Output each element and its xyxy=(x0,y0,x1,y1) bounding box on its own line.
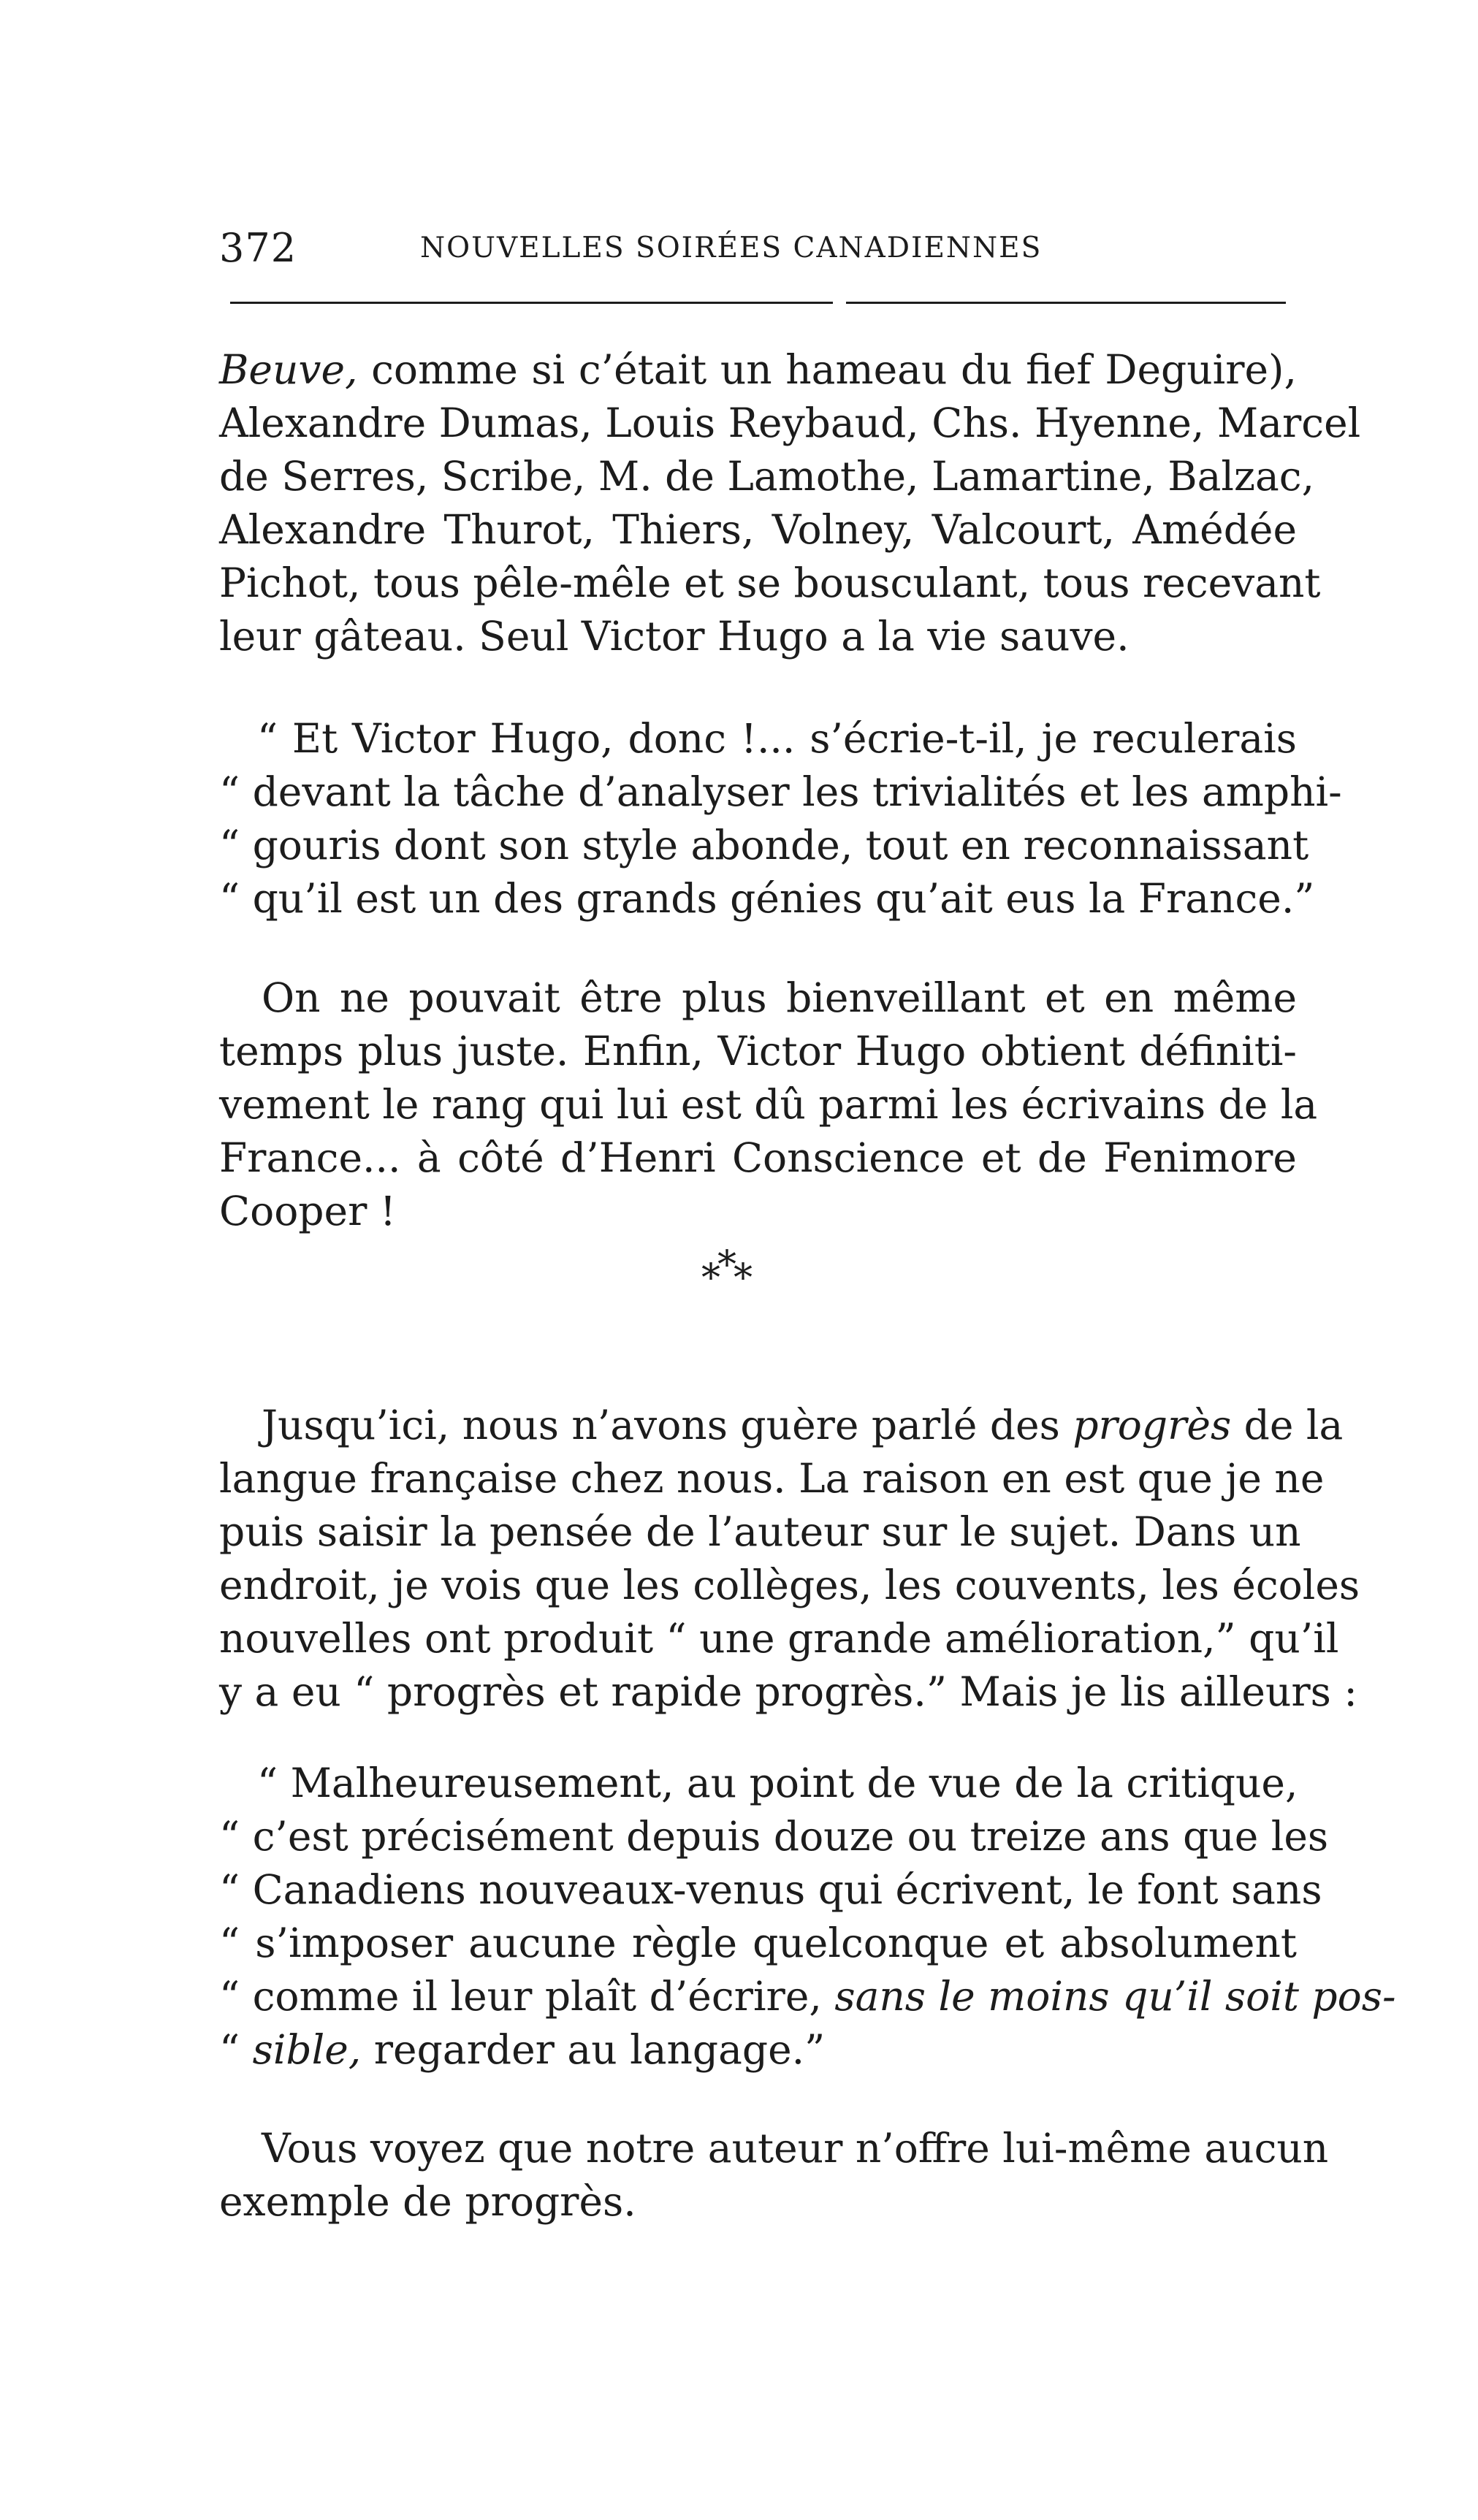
header-rule-right xyxy=(846,302,1286,304)
text-line: Vous voyez que notre auteur n’offre lui-même aucun xyxy=(262,2125,1329,2172)
text-line: nouvelles ont produit “ une grande amélioration,” qu’il xyxy=(219,1615,1339,1662)
text-line: vement le rang qui lui est dû parmi les écrivains de la xyxy=(219,1081,1318,1128)
text-line: Alexandre Thurot, Thiers, Volney, Valcourt, Amédée xyxy=(219,506,1297,553)
text-line: Pichot, tous pêle-mêle et se bousculant, tous recevant xyxy=(219,560,1321,606)
asterism-separator: *** xyxy=(701,1243,750,1300)
quotation-victor-hugo xyxy=(219,712,1342,925)
text-line: “ s’imposer aucune règle quelconque et absolument xyxy=(219,1920,1297,1966)
text-line: de Serres, Scribe, M. de Lamothe, Lamartine, Balzac, xyxy=(219,453,1315,500)
paragraph-bienveillant xyxy=(219,971,1318,1238)
page-number: 372 xyxy=(219,225,297,271)
text-line: y a eu “ progrès et rapide progrès.” Mais je lis ailleurs : xyxy=(219,1668,1357,1715)
text-line: puis saisir la pensée de l’auteur sur le sujet. Dans un xyxy=(219,1508,1301,1555)
text-line: Alexandre Dumas, Louis Reybaud, Chs. Hyenne, Marcel xyxy=(219,400,1361,446)
text-line: endroit, je vois que les collèges, les couvents, les écoles xyxy=(219,1562,1360,1608)
text-line: Jusqu’ici, nous n’avons guère parlé des progrès de la xyxy=(262,1402,1344,1448)
header-rule-left xyxy=(230,302,833,304)
text-line: “ Et Victor Hugo, donc !... s’écrie-t-il, je reculerais xyxy=(257,715,1297,762)
paragraph-continuation xyxy=(219,343,1361,663)
text-line: “ gouris dont son style abonde, tout en reconnaissant xyxy=(219,822,1309,868)
text-line: “ comme il leur plaît d’écrire, sans le moins qu’il soit pos- xyxy=(219,1973,1396,2020)
text-line: exemple de progrès. xyxy=(219,2178,636,2225)
text-line: leur gâteau. Seul Victor Hugo a la vie sauve. xyxy=(219,613,1130,660)
text-line: “ c’est précisément depuis douze ou treize ans que les xyxy=(219,1813,1329,1860)
text-line: “ Canadiens nouveaux-venus qui écrivent, le font sans xyxy=(219,1866,1322,1913)
page-header xyxy=(219,219,1300,278)
quotation-malheureusement xyxy=(219,1757,1396,2077)
text-line: Cooper ! xyxy=(219,1188,396,1234)
paragraph-progres xyxy=(219,1399,1360,1719)
text-line: langue française chez nous. La raison en est que je ne xyxy=(219,1455,1325,1502)
text-line: France... à côté d’Henri Conscience et de Fenimore xyxy=(219,1134,1297,1181)
text-line: “ Malheureusement, au point de vue de la critique, xyxy=(257,1760,1298,1806)
running-title: NOUVELLES SOIRÉES CANADIENNES xyxy=(420,232,1043,264)
text-line: “ devant la tâche d’analyser les trivialités et les amphi- xyxy=(219,768,1342,815)
text-line: Beuve, comme si c’était un hameau du fief Deguire), xyxy=(219,346,1297,393)
text-line: On ne pouvait être plus bienveillant et en même xyxy=(262,974,1297,1021)
text-line: “ qu’il est un des grands génies qu’ait eus la France.” xyxy=(219,875,1315,922)
paragraph-conclusion xyxy=(219,2122,1329,2229)
text-line: temps plus juste. Enfin, Victor Hugo obtient définiti- xyxy=(219,1028,1297,1074)
text-line: “ sible, regarder au langage.” xyxy=(219,2026,826,2073)
